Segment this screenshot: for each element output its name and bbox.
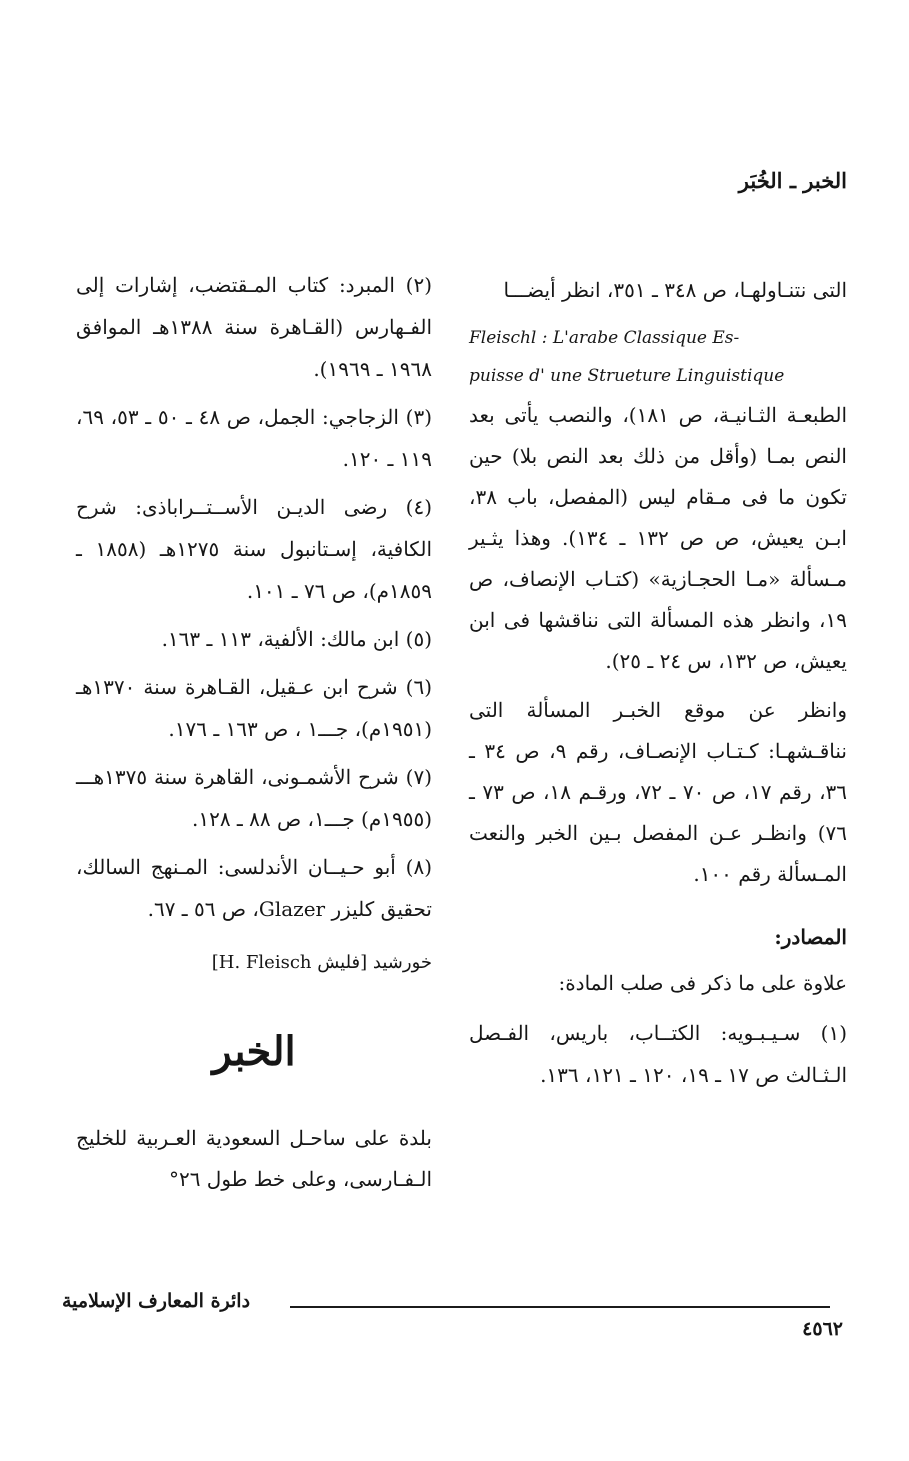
footer-rule bbox=[290, 1306, 830, 1308]
source-entry-4: (٤) رضى الديـن الأســتــراباذى: شرح الكافية، إسـتانبول سنة ١٢٧٥هـ (١٨٥٨ ـ ١٨٥٩م)، ص ٧٦ ـ ١٠١. bbox=[76, 495, 433, 603]
article-title: الخبر bbox=[212, 1028, 296, 1075]
paragraph-body: الطبعـة الثـانيـة، ص ١٨١)، والنصب يأتى بعد النص بمـا (وأقل من ذلك بعد النص بلا) حين تكون ما فى مـقام ليس (المفصل، باب ٣٨، ابـن يعيش، ص ص ١٣٢ ـ ١٣٤). وهذا يثـير مـسألة «مـا الحجـازية» (كتـاب الإنصاف، ص ١٩، وانظر هذه المسألة التى نناقشها فى ابن يعيش، ص ١٣٢، س ٢٤ ـ ٢٥). bbox=[469, 403, 847, 673]
sources-intro: علاوة على ما ذكر فى صلب المادة: bbox=[558, 971, 847, 995]
source-entry-1: (١) سـيـبـويه: الكتــاب، باريس، الفـصل الـثـالث ص ١٧ ـ ١٩، ١٢٠ ـ ١٢١، ١٣٦. bbox=[469, 1021, 847, 1087]
latin-citation-line-2: puisse d' une Strueture Linguistique bbox=[469, 366, 785, 386]
article-author: خورشيد [فليش H. Fleisch] bbox=[211, 952, 432, 973]
running-header: الخبر ـ الخُبَر bbox=[738, 168, 847, 193]
paragraph-position: وانظر عن موقع الخبـر المسألة التى نناقـشهـا: كـتـاب الإنصـاف، رقم ٩، ص ٣٤ ـ ٣٦، رقم ١٧، ص ٧٠ ـ ٧٢، ورقـم ١٨، ص ٧٣ ـ ٧٦) وانظـر عـن المفصل بـين الخبر والنعت المـسألة رقم ١٠٠. bbox=[469, 698, 848, 886]
source-entry-3: (٣) الزجاجي: الجمل، ص ٤٨ ـ ٥٠ ـ ٥٣، ٦٩، ١١٩ ـ ١٢٠. bbox=[76, 405, 433, 471]
paragraph-start: التى نتنـاولهـا، ص ٣٤٨ ـ ٣٥١، انظر أيضـــا bbox=[503, 278, 847, 302]
latin-citation-line-1: Fleischl : L'arabe Classique Es- bbox=[469, 328, 740, 348]
article-text: بلدة على ساحـل السعودية العـربية للخليج الـفـارسى، وعلى خط طول ٢٦° bbox=[76, 1126, 432, 1191]
source-entry-2: (٢) المبرد: كتاب المـقتضب، إشارات إلى الفـهارس (القـاهرة سنة ١٣٨٨هـ الموافق ١٩٦٨ ـ ١٩٦٩). bbox=[76, 273, 432, 381]
footer-encyclopedia-name: دائرة المعارف الإسلامية bbox=[62, 1290, 251, 1312]
right-column bbox=[469, 270, 847, 1102]
source-entry-5: (٥) ابن مالك: الألفية، ١١٣ ـ ١٦٣. bbox=[161, 627, 432, 651]
page-number: ٤٥٦٢ bbox=[802, 1318, 843, 1340]
sources-heading: المصادر: bbox=[774, 925, 847, 949]
source-entry-8: (٨) أبو حـيــان الأندلسى: المـنهج السالك، تحقيق كليزر Glazer، ص ٥٦ ـ ٦٧. bbox=[76, 855, 432, 921]
left-column bbox=[76, 264, 432, 1208]
source-entry-6: (٦) شرح ابن عـقيل، القـاهرة سنة ١٣٧٠هـ (١٩٥١م)، جـــ١ ، ص ١٦٣ ـ ١٧٦. bbox=[76, 675, 432, 741]
source-entry-7: (٧) شرح الأشمـونى، القاهرة سنة ١٣٧٥هـــ (١٩٥٥م) جـــ١، ص ٨٨ ـ ١٢٨. bbox=[76, 765, 432, 831]
latin-citation bbox=[469, 319, 847, 395]
